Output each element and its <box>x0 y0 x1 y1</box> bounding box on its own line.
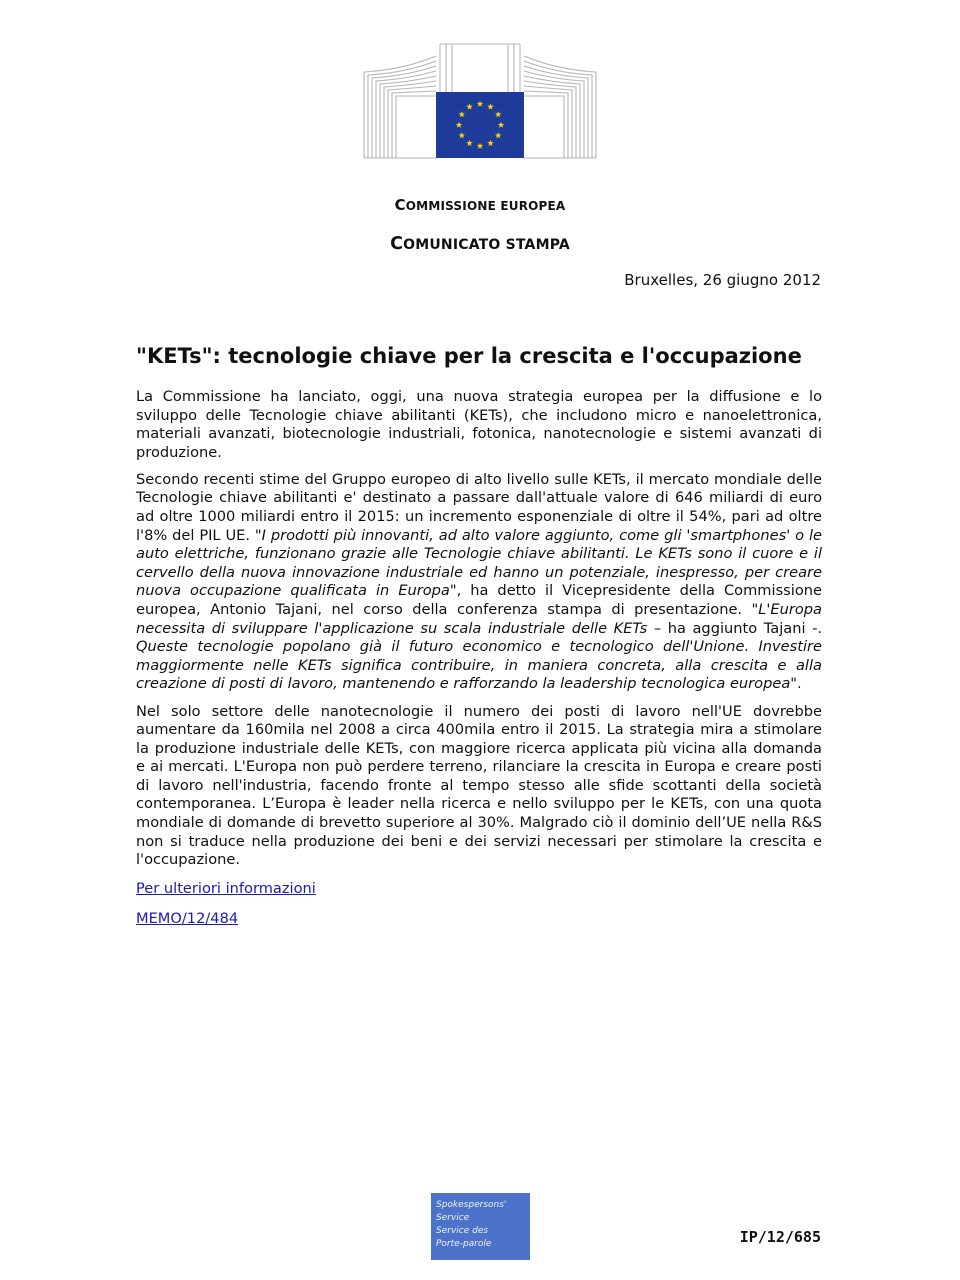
memo-link[interactable]: MEMO/12/484 <box>136 909 239 927</box>
page-title: "KETs": tecnologie chiave per la crescita e l'occupazione <box>136 344 802 368</box>
paragraph-intro: La Commissione ha lanciato, oggi, una nuova strategia europea per la diffusione e lo sviluppo delle Tecnologie chiave abilitanti (KETs), che includono micro e nanoelettronica, materiali avanzati, biotecnologie industriali, fotonica, nanotecnologie e sistemi avanzati di produzione. <box>136 388 822 461</box>
release-date: Bruxelles, 26 giugno 2012 <box>624 271 821 289</box>
press-release-body <box>136 388 822 938</box>
document-type-heading: COMUNICATO STAMPA <box>390 234 570 254</box>
press-release-reference: IP/12/685 <box>739 1228 821 1246</box>
more-info-link[interactable]: Per ulteriori informazioni <box>136 880 316 898</box>
european-commission-logo <box>362 42 598 160</box>
paragraph-jobs: Nel solo settore delle nanotecnologie il numero dei posti di lavoro nell'UE dovrebbe aumentare da 160mila nel 2008 a circa 400mila entro il 2015. La strategia mira a stimolare la produzione industriale delle KETs, con maggiore ricerca applicata più vicina alla domanda e ai mercati. L'Europa non può perdere terreno, rilanciare la crescita in Europa e creare posti di lavoro nell'industria, facendo fronte al tempo stesso alle sfide scottanti della società contemporanea. L’Europa è leader nella ricerca e nello sviluppo per le KETs, con una quota mondiale di domande di brevetto superiore al 30%. Malgrado ciò il dominio dell’UE nella R&S non si traduce nella produzione dei beni e dei servizi necessari per stimolare la crescita e l'occupazione. <box>136 702 822 869</box>
organization-heading: COMMISSIONE EUROPEA <box>394 196 566 214</box>
paragraph-market: Secondo recenti stime del Gruppo europeo di alto livello sulle KETs, il mercato mondiale delle Tecnologie chiave abilitanti e' destinato a passare dall'attuale valore di 646 miliardi di euro ad oltre 1000 miliardi entro il 2015: un incremento esponenziale di oltre il 54%, pari ad oltre l'8% del PIL UE. "I prodotti più innovanti, ad alto valore aggiunto, come gli 'smartphones' o le auto elettriche, funzionano grazie alle Tecnologie chiave abilitanti. Le KETs sono il cuore e il cervello della nuova innovazione industriale ed hanno un potenziale, inespresso, per creare nuova occupazione qualificata in Europa", ha detto il Vicepresidente della Commissione europea, Antonio Tajani, nel corso della conferenza stampa di presentazione. "L'Europa necessita di sviluppare l'applicazione su scala industriale delle KETs – ha aggiunto Tajani -. Queste tecnologie popolano già il futuro economico e tecnologico dell'Unione. Investire maggiormente nelle KETs significa contribuire, in maniera concreta, alla crescita e alla creazione di posti di lavoro, mantenendo e rafforzando la leadership tecnologica europea". <box>136 470 822 693</box>
spokespersons-service-logo: Spokespersons' Service Service des Porte-parole <box>431 1193 530 1260</box>
